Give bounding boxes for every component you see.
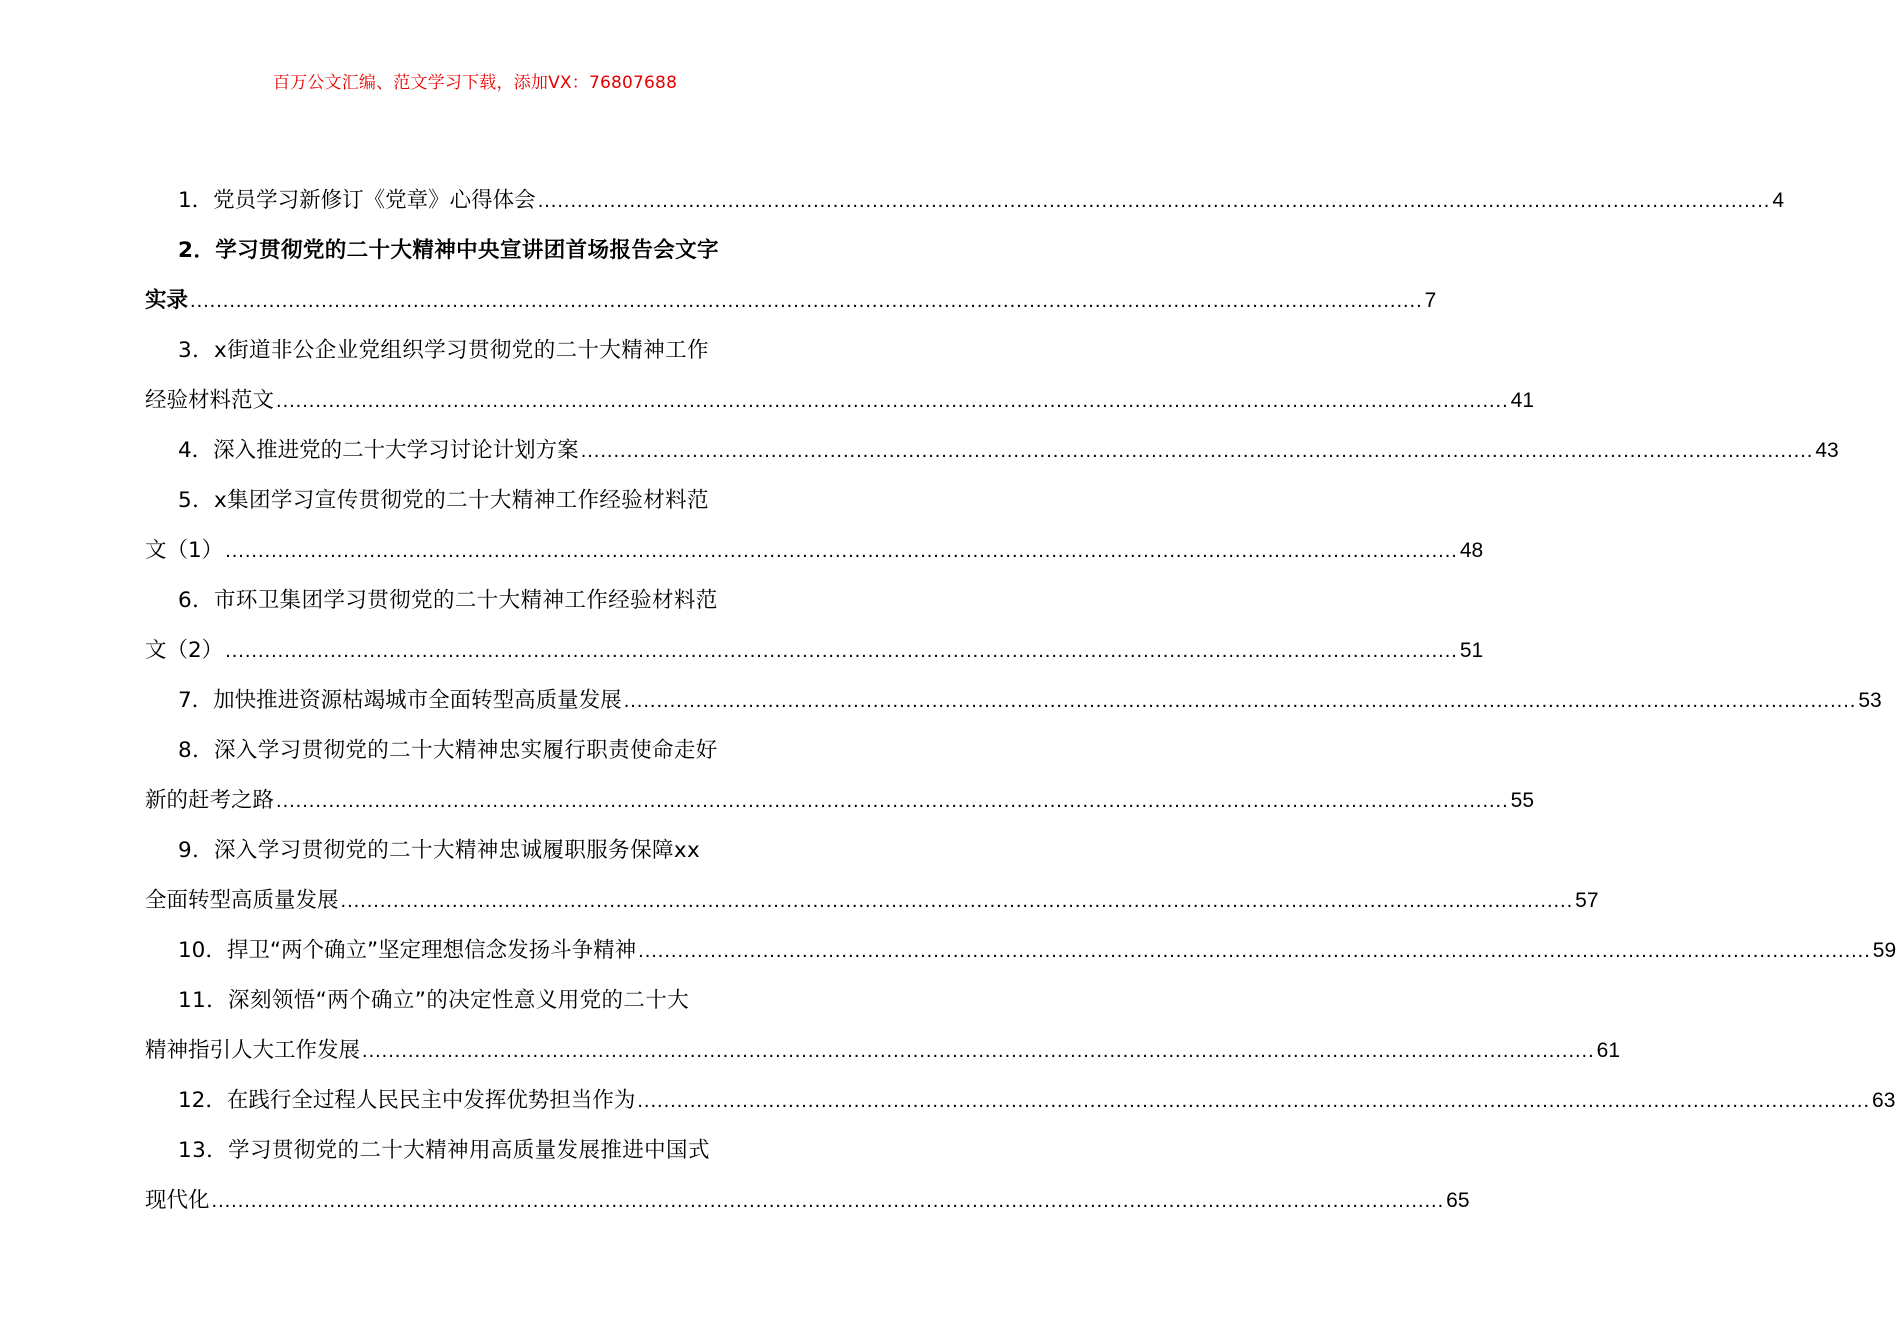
toc-page-number: 4	[1772, 189, 1785, 212]
toc-entry-7[interactable]	[145, 676, 1882, 726]
toc-entry-title: 8．深入学习贯彻党的二十大精神忠实履行职责使命走好	[178, 738, 718, 763]
toc-dot-leader	[341, 876, 1574, 926]
toc-page-number: 59	[1872, 939, 1896, 962]
toc-entry-9[interactable]	[145, 826, 805, 876]
toc-entry-4[interactable]	[145, 426, 1839, 476]
toc-entry-5[interactable]	[145, 476, 805, 526]
toc-page-number: 51	[1459, 639, 1484, 662]
toc-entry-title: 新的赶考之路	[145, 788, 275, 813]
toc-page-number: 48	[1459, 539, 1484, 562]
toc-entry-title: 11．深刻领悟“两个确立”的决定性意义用党的二十大	[178, 988, 690, 1013]
toc-entry-6[interactable]	[145, 576, 805, 626]
toc-entry-1[interactable]	[145, 176, 1785, 226]
toc-entry-title: 4．深入推进党的二十大学习讨论计划方案	[178, 438, 579, 463]
toc-entry-title: 3．x街道非公企业党组织学习贯彻党的二十大精神工作	[178, 338, 709, 363]
toc-entry-9-continued[interactable]	[145, 876, 1599, 926]
toc-entry-title: 1．党员学习新修订《党章》心得体会	[178, 188, 536, 213]
toc-entry-title: 12．在践行全过程人民民主中发挥优势担当作为	[178, 1088, 636, 1113]
toc-page-number: 65	[1446, 1189, 1470, 1212]
toc-entry-title: 实录	[145, 288, 189, 313]
toc-entry-5-continued[interactable]	[145, 526, 1484, 576]
toc-entry-title: 13．学习贯彻党的二十大精神用高质量发展推进中国式	[178, 1138, 710, 1163]
toc-dot-leader	[225, 626, 1458, 676]
toc-page-number: 53	[1858, 689, 1882, 712]
toc-page-number: 55	[1510, 789, 1535, 812]
toc-entry-title: 全面转型高质量发展	[145, 888, 339, 913]
toc-dot-leader	[638, 926, 1871, 976]
toc-entry-title: 经验材料范文	[145, 388, 275, 413]
toc-entry-title: 9．深入学习贯彻党的二十大精神忠诚履职服务保障xx	[178, 838, 701, 863]
toc-entry-title: 10．捍卫“两个确立”坚定理想信念发扬斗争精神	[178, 938, 637, 963]
table-of-contents	[145, 176, 1896, 1226]
toc-dot-leader	[362, 1026, 1595, 1076]
toc-entry-2-continued[interactable]	[145, 276, 1437, 326]
toc-entry-title: 现代化	[145, 1188, 210, 1213]
toc-entry-title: 文（2）	[145, 638, 224, 663]
toc-entry-title: 5．x集团学习宣传贯彻党的二十大精神工作经验材料范	[178, 488, 709, 513]
toc-entry-title: 6．市环卫集团学习贯彻党的二十大精神工作经验材料范	[178, 588, 718, 613]
header-banner: 百万公文汇编、范文学习下载，添加VX：76807688	[272, 73, 678, 93]
toc-entry-8[interactable]	[145, 726, 805, 776]
toc-entry-3[interactable]	[145, 326, 805, 376]
toc-entry-13-continued[interactable]	[145, 1176, 1470, 1226]
toc-dot-leader	[624, 676, 1857, 726]
toc-page-number: 61	[1596, 1039, 1621, 1062]
toc-entry-title: 7．加快推进资源枯竭城市全面转型高质量发展	[178, 688, 622, 713]
toc-entry-6-continued[interactable]	[145, 626, 1484, 676]
toc-dot-leader	[190, 276, 1423, 326]
toc-page-number: 43	[1815, 439, 1839, 462]
toc-entry-title: 文（1）	[145, 538, 224, 563]
toc-entry-11[interactable]	[145, 976, 805, 1026]
toc-entry-11-continued[interactable]	[145, 1026, 1621, 1076]
toc-page-number: 63	[1872, 1089, 1896, 1112]
toc-entry-title: 精神指引人大工作发展	[145, 1038, 361, 1063]
toc-entry-title: 2．学习贯彻党的二十大精神中央宣讲团首场报告会文字	[178, 238, 719, 263]
toc-page-number: 7	[1424, 289, 1437, 312]
toc-entry-10[interactable]	[145, 926, 1896, 976]
toc-dot-leader	[538, 176, 1771, 226]
toc-page-number: 57	[1575, 889, 1599, 912]
toc-dot-leader	[276, 776, 1509, 826]
toc-dot-leader	[637, 1076, 1870, 1126]
toc-dot-leader	[225, 526, 1458, 576]
toc-entry-3-continued[interactable]	[145, 376, 1535, 426]
toc-dot-leader	[581, 426, 1814, 476]
toc-entry-2[interactable]	[145, 226, 805, 276]
toc-dot-leader	[212, 1176, 1445, 1226]
toc-entry-8-continued[interactable]	[145, 776, 1535, 826]
toc-dot-leader	[276, 376, 1509, 426]
toc-entry-13[interactable]	[145, 1126, 805, 1176]
toc-page-number: 41	[1510, 389, 1535, 412]
toc-entry-12[interactable]	[145, 1076, 1896, 1126]
